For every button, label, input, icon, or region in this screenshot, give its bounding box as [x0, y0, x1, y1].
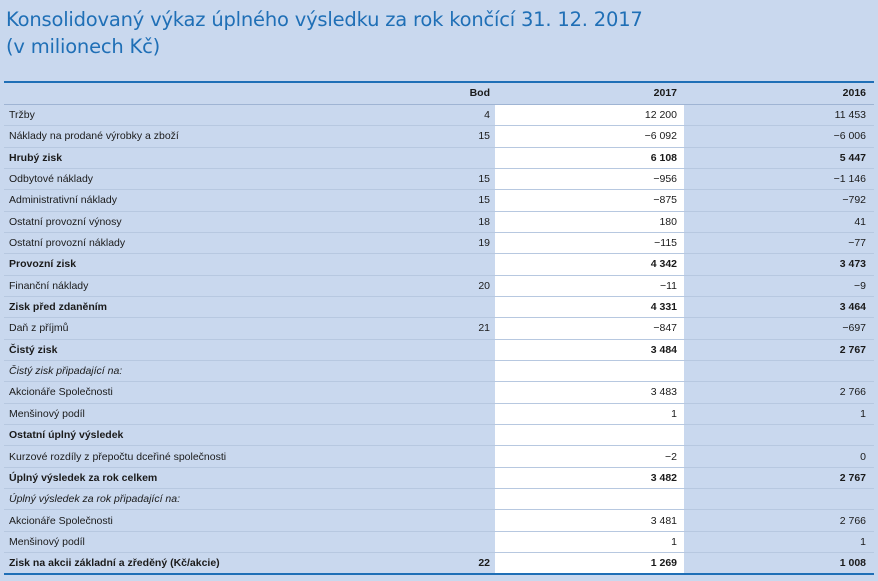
row-value-2017: 4 342 — [495, 254, 684, 275]
row-value-2017: −2 — [495, 446, 684, 467]
row-value-2017: 3 484 — [495, 339, 684, 360]
table-row — [4, 232, 874, 253]
header-2017: 2017 — [495, 83, 684, 104]
table-row — [4, 467, 874, 488]
title-line-2: (v milionech Kč) — [6, 35, 161, 58]
row-value-2016: 11 453 — [684, 104, 874, 125]
table-row — [4, 318, 874, 339]
row-bod — [388, 489, 495, 510]
row-value-2016: 2 767 — [684, 339, 874, 360]
table-row — [4, 190, 874, 211]
row-value-2017: 3 483 — [495, 382, 684, 403]
row-value-2017: −875 — [495, 190, 684, 211]
table-row — [4, 104, 874, 125]
table-row — [4, 425, 874, 446]
title-line-1: Konsolidovaný výkaz úplného výsledku za rok končící 31. 12. 2017 — [6, 8, 643, 31]
table-row — [4, 510, 874, 531]
table-row — [4, 275, 874, 296]
row-value-2016: −1 146 — [684, 168, 874, 189]
row-value-2017: 3 482 — [495, 467, 684, 488]
row-value-2016: −77 — [684, 232, 874, 253]
row-value-2016 — [684, 360, 874, 381]
income-statement-table — [4, 83, 874, 575]
row-label: Menšinový podíl — [4, 531, 388, 552]
table-row — [4, 489, 874, 510]
row-value-2016: 41 — [684, 211, 874, 232]
row-value-2017: −115 — [495, 232, 684, 253]
row-bod — [388, 339, 495, 360]
row-value-2016: 1 — [684, 403, 874, 424]
row-bod: 21 — [388, 318, 495, 339]
row-bod: 4 — [388, 104, 495, 125]
row-bod: 18 — [388, 211, 495, 232]
row-value-2016: 5 447 — [684, 147, 874, 168]
table-row — [4, 360, 874, 381]
row-label: Akcionáře Společnosti — [4, 382, 388, 403]
table-body — [4, 104, 874, 574]
table-row — [4, 168, 874, 189]
row-value-2017: 180 — [495, 211, 684, 232]
row-bod: 15 — [388, 190, 495, 211]
row-bod: 15 — [388, 126, 495, 147]
table-row — [4, 254, 874, 275]
row-label: Odbytové náklady — [4, 168, 388, 189]
row-bod — [388, 403, 495, 424]
row-value-2017: 6 108 — [495, 147, 684, 168]
row-label: Ostatní provozní výnosy — [4, 211, 388, 232]
row-label: Čistý zisk — [4, 339, 388, 360]
row-label: Ostatní úplný výsledek — [4, 425, 388, 446]
row-bod: 15 — [388, 168, 495, 189]
row-value-2017: 4 331 — [495, 296, 684, 317]
table-row — [4, 126, 874, 147]
row-label: Úplný výsledek za rok celkem — [4, 467, 388, 488]
row-label: Provozní zisk — [4, 254, 388, 275]
row-value-2016: 3 464 — [684, 296, 874, 317]
row-bod — [388, 531, 495, 552]
table-row — [4, 531, 874, 552]
row-value-2017: 1 — [495, 531, 684, 552]
row-bod: 22 — [388, 553, 495, 574]
row-bod — [388, 382, 495, 403]
row-value-2017: 12 200 — [495, 104, 684, 125]
row-label: Náklady na prodané výrobky a zboží — [4, 126, 388, 147]
row-value-2016: 3 473 — [684, 254, 874, 275]
row-value-2016 — [684, 425, 874, 446]
row-label: Menšinový podíl — [4, 403, 388, 424]
row-bod — [388, 147, 495, 168]
row-value-2016: 1 — [684, 531, 874, 552]
table-row — [4, 147, 874, 168]
header-2016: 2016 — [684, 83, 874, 104]
row-value-2017: 1 269 — [495, 553, 684, 574]
row-label: Kurzové rozdíly z přepočtu dceřiné společnosti — [4, 446, 388, 467]
row-bod — [388, 254, 495, 275]
row-value-2016: 2 767 — [684, 467, 874, 488]
row-value-2016: 0 — [684, 446, 874, 467]
row-bod — [388, 360, 495, 381]
row-value-2017: −847 — [495, 318, 684, 339]
row-bod — [388, 446, 495, 467]
page-title — [6, 6, 643, 60]
table-row — [4, 553, 874, 574]
row-value-2017: −11 — [495, 275, 684, 296]
row-bod: 20 — [388, 275, 495, 296]
row-label: Úplný výsledek za rok připadající na: — [4, 489, 388, 510]
row-label: Daň z příjmů — [4, 318, 388, 339]
row-label: Finanční náklady — [4, 275, 388, 296]
row-label: Akcionáře Společnosti — [4, 510, 388, 531]
row-bod — [388, 467, 495, 488]
row-label: Zisk na akcii základní a zředěný (Kč/akcie) — [4, 553, 388, 574]
row-label: Zisk před zdaněním — [4, 296, 388, 317]
header-label — [4, 83, 388, 104]
table-row — [4, 211, 874, 232]
table-row — [4, 382, 874, 403]
row-value-2016: −6 006 — [684, 126, 874, 147]
row-value-2016: 2 766 — [684, 510, 874, 531]
row-value-2016: −697 — [684, 318, 874, 339]
row-value-2017: −956 — [495, 168, 684, 189]
row-value-2017 — [495, 360, 684, 381]
row-label: Tržby — [4, 104, 388, 125]
table-row — [4, 296, 874, 317]
table-row — [4, 446, 874, 467]
row-label: Čistý zisk připadající na: — [4, 360, 388, 381]
row-value-2017: 1 — [495, 403, 684, 424]
table-header-row — [4, 83, 874, 104]
row-value-2016: 2 766 — [684, 382, 874, 403]
row-bod — [388, 296, 495, 317]
row-value-2017 — [495, 425, 684, 446]
row-value-2017 — [495, 489, 684, 510]
row-value-2017: −6 092 — [495, 126, 684, 147]
row-label: Administrativní náklady — [4, 190, 388, 211]
row-bod — [388, 510, 495, 531]
row-value-2017: 3 481 — [495, 510, 684, 531]
row-value-2016: 1 008 — [684, 553, 874, 574]
row-label: Ostatní provozní náklady — [4, 232, 388, 253]
table-row — [4, 403, 874, 424]
row-bod — [388, 425, 495, 446]
row-value-2016 — [684, 489, 874, 510]
row-value-2016: −792 — [684, 190, 874, 211]
row-bod: 19 — [388, 232, 495, 253]
row-value-2016: −9 — [684, 275, 874, 296]
row-label: Hrubý zisk — [4, 147, 388, 168]
table-row — [4, 339, 874, 360]
header-bod: Bod — [388, 83, 495, 104]
